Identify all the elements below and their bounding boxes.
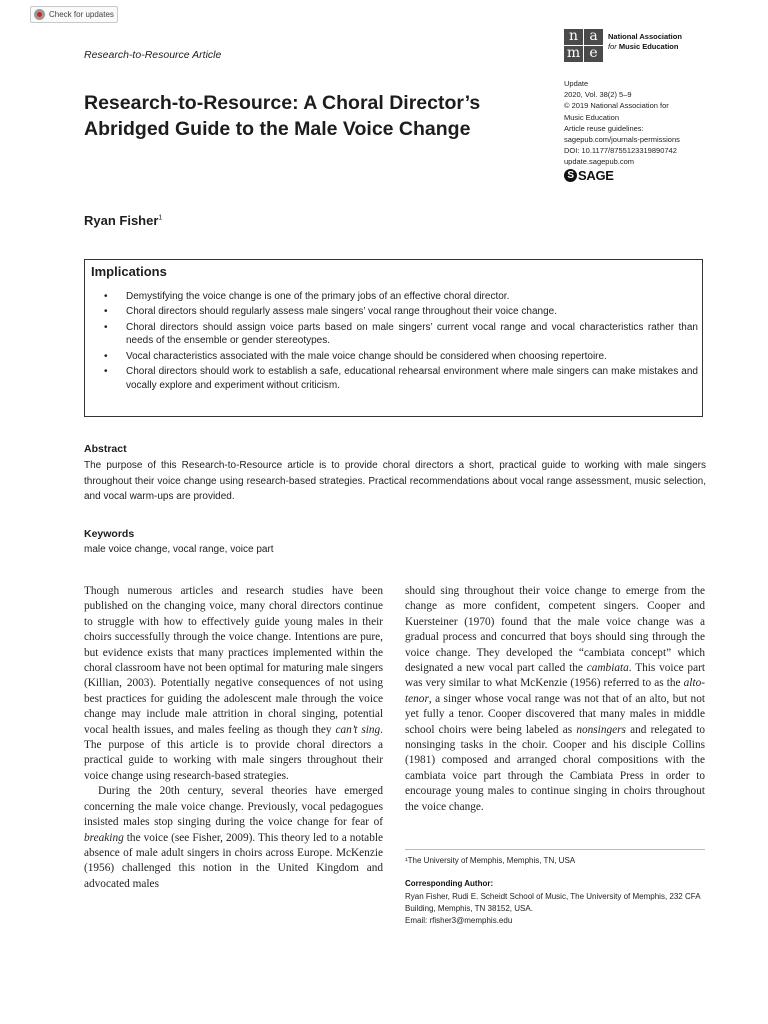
meta-copyright-cont: Music Education — [564, 112, 620, 122]
text-run: and relegated to nonsinging tasks in the choir. Cooper and his disciple Collins (1981) composed and arranged choral compositions with the cambiata voice part through the Cambiata Press in order to encourage young males to continue singing in choirs throughout the voice change. — [405, 723, 706, 813]
logo-letter: a — [584, 29, 603, 45]
author-name: Ryan Fisher — [84, 213, 159, 228]
body-column-left — [84, 584, 383, 892]
text-run-italic: can’t sing — [335, 723, 381, 736]
article-type: Research-to-Resource Article — [84, 49, 222, 61]
list-item: • Choral directors should assign voice parts based on male singers’ current vocal range and vocal characteristics rather than needs of the ensemble or gender stereotypes. — [104, 321, 698, 349]
abstract-heading: Abstract — [84, 443, 127, 455]
logo-letter: n — [564, 29, 583, 45]
body-paragraph — [405, 584, 705, 815]
org-name-line: National Association — [608, 32, 682, 41]
list-item: • Choral directors should work to establish a safe, educational rehearsal environment where male singers can make mistakes and vocally explore and experiment without criticism. — [104, 365, 698, 393]
implications-heading: Implications — [91, 264, 167, 279]
corresponding-email[interactable]: Email: rfisher3@memphis.edu — [405, 916, 513, 925]
meta-doi[interactable]: DOI: 10.1177/8755123319890742 — [564, 146, 677, 156]
keywords-text: male voice change, vocal range, voice part — [84, 544, 274, 555]
meta-volume: 2020, Vol. 38(2) 5–9 — [564, 90, 632, 100]
list-item: • Demystifying the voice change is one of the primary jobs of an effective choral director. — [104, 290, 698, 304]
sage-icon: S — [564, 169, 577, 182]
keywords-heading: Keywords — [84, 528, 135, 540]
text-run-italic: breaking — [84, 831, 124, 844]
text-run: During the 20th century, several theories have emerged concerning the male voice change. Previously, vocal pedagogues insisted males stop singing during the voice change for fear of — [84, 785, 383, 829]
body-column-right — [405, 584, 705, 815]
list-item: • Vocal characteristics associated with the male voice change should be considered when choosing repertoire. — [104, 350, 698, 364]
implications-list — [104, 290, 698, 394]
text-run: . This voice part was very similar to what McKenzie (1956) referred to as the — [405, 662, 705, 690]
publication-meta — [564, 78, 724, 168]
crossmark-icon — [34, 9, 45, 20]
body-paragraph — [84, 784, 383, 892]
meta-copyright: © 2019 National Association for — [564, 101, 669, 111]
list-item: • Choral directors should regularly assess male singers’ vocal range throughout their voice change. — [104, 305, 698, 319]
nafme-logo — [564, 29, 604, 62]
check-for-updates-label: Check for updates — [49, 10, 114, 19]
article-title: Research-to-Resource: A Choral Director’s Abridged Guide to the Male Voice Change — [84, 92, 481, 140]
text-run: , a singer whose vocal range was not that of an alto, but not yet fully a tenor. Cooper discovered that many males in middle school choirs were being labeled as — [405, 692, 705, 736]
meta-journal-url[interactable]: update.sagepub.com — [564, 157, 635, 167]
corresponding-address: Ryan Fisher, Rudi E. Scheidt School of Music, The University of Memphis, 232 CFA Building, Memphis, TN 38152, USA. — [405, 892, 701, 913]
text-run-italic: alto-tenor — [405, 677, 705, 705]
meta-reuse-label: Article reuse guidelines: — [564, 123, 644, 133]
footnote-divider — [405, 849, 705, 850]
org-name — [608, 32, 682, 52]
text-run-italic: cambiata — [586, 662, 629, 675]
sage-label: SAGE — [578, 168, 614, 183]
logo-letter: e — [584, 46, 603, 62]
org-sub-prefix: for — [608, 42, 617, 51]
corresponding-author-heading: Corresponding Author: — [405, 879, 494, 888]
meta-journal: Update — [564, 79, 589, 88]
logo-letter: m — [564, 46, 583, 62]
body-paragraph — [84, 584, 383, 784]
org-sub-rest: Music Education — [618, 42, 679, 51]
text-run: should sing throughout their voice change to emerge from the change as more confident, competent singers. Cooper and Kuersteiner (1970) found that the male voice change was a gradual process and concurred that boys should sing through the voice change. They developed the “cambiata concept” which designated a new vocal part called the — [405, 585, 705, 675]
sage-logo — [564, 168, 614, 183]
author — [84, 213, 162, 228]
text-run-italic: nonsingers — [576, 723, 626, 736]
text-run: the voice (see Fisher, 2009). This theory led to a notable absence of male adult singers in choirs across Europe. McKenzie (1956) challenged this notion in the United Kingdom and advocated males — [84, 831, 383, 890]
abstract-text: The purpose of this Research-to-Resource article is to provide choral directors a short, practical guide to working with male singers throughout their voice change using research-based strategies. Practical recommendations about vocal range assessment, music selection, and vocal warm-ups are provided. — [84, 460, 706, 502]
corresponding-author-details — [405, 891, 705, 927]
meta-reuse-link[interactable]: sagepub.com/journals-permissions — [564, 135, 680, 145]
check-for-updates-button[interactable] — [30, 6, 118, 23]
author-affil-mark: 1 — [158, 214, 163, 222]
text-run: Though numerous articles and research studies have been published on the changing voice, many choral directors continue to struggle with how to effectively guide young males in their choirs successfully through the voice change. Intentions are pure, but evidence exists that many practices implemented within the choral classroom have not been optimal for maturing male singers (Killian, 2003). Potentially negative consequences of not using best practices for guiding the adolescent male through the voice change may include male attrition in choral singing, potential vocal health issues, and males feeling as though they — [84, 585, 383, 736]
text-run: . The purpose of this article is to provide choral directors a practical guide to working with male singers throughout their voice change using research-based strategies. — [84, 723, 383, 782]
affiliation-footnote: ¹The University of Memphis, Memphis, TN, USA — [405, 856, 576, 865]
